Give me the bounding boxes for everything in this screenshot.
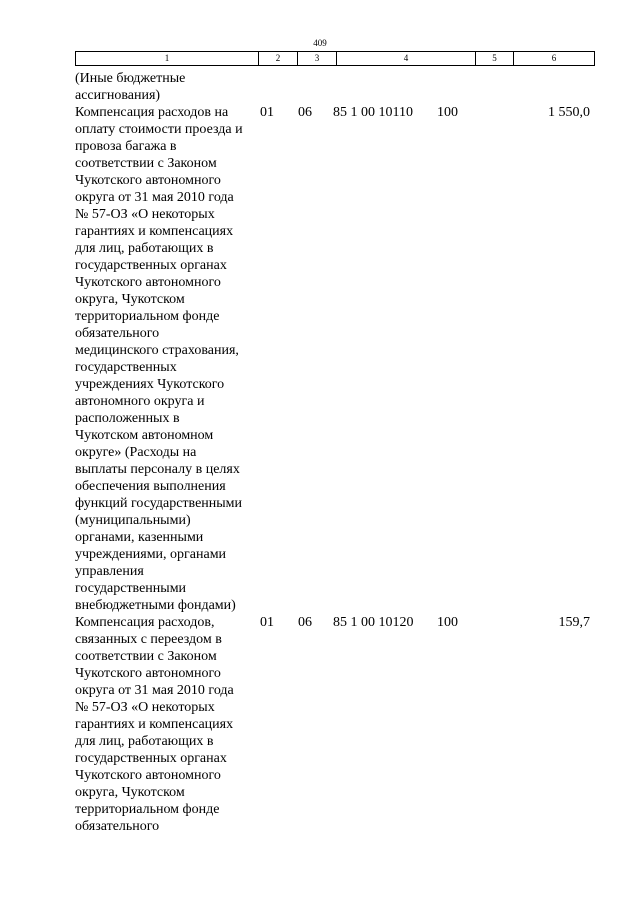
row-expense-type: 100	[437, 615, 458, 630]
header-cell-6: 6	[551, 53, 557, 63]
row-amount: 159,7	[558, 615, 590, 630]
row-name: (Иные бюджетные ассигнования)	[75, 71, 186, 103]
row-target-code	[333, 70, 435, 104]
row-expense-type: 100	[437, 105, 458, 120]
table-row	[75, 104, 600, 614]
header-cell-2: 2	[259, 52, 298, 65]
row-amount	[495, 70, 595, 104]
table-row	[75, 614, 600, 835]
header-cell-4: 4	[337, 52, 476, 65]
header-cell-1: 1	[76, 52, 259, 65]
table-header	[75, 51, 595, 66]
table-body	[75, 70, 600, 835]
row-name: Компенсация расходов, связанных с переездом в соответствии с Законом Чукотского автономного округа от 31 мая 2010 года № 57-ОЗ «О некоторых гарантиях и компенсациях для лиц, работающих в государственных органах Чукотского автономного округа, Чукотском территориальном фонде обязательного	[75, 615, 234, 834]
table-row	[75, 70, 600, 104]
row-target-code: 85 1 00 10120	[333, 615, 414, 630]
row-name: Компенсация расходов на оплату стоимости проезда и провоза багажа в соответствии с Законом Чукотского автономного округа от 31 мая 2010 года № 57-ОЗ «О некоторых гарантиях и компенсациях для лиц, работающих в государственных органах Чукотского автономного округа, Чукотском территориальном фонде обязательного медицинского страхования, государственных учреждениях Чукотского автономного округа и расположенных в Чукотском автономном округе» (Расходы на выплаты персоналу в целях обеспечения выполнения функций государственными (муниципальными) органами, казенными учреждениями, органами управления государственными внебюджетными фондами)	[75, 105, 243, 613]
page-number: 409	[313, 38, 327, 48]
row-target-code: 85 1 00 10110	[333, 105, 413, 120]
row-subsection: 06	[298, 615, 312, 630]
header-cell-5: 5	[476, 52, 514, 65]
row-subsection	[297, 70, 333, 104]
row-subsection: 06	[298, 105, 312, 120]
row-section: 01	[260, 615, 274, 630]
row-section: 01	[260, 105, 274, 120]
row-amount: 1 550,0	[548, 105, 590, 120]
row-section	[258, 70, 297, 104]
header-cell-3: 3	[298, 52, 337, 65]
row-expense-type	[435, 70, 495, 104]
